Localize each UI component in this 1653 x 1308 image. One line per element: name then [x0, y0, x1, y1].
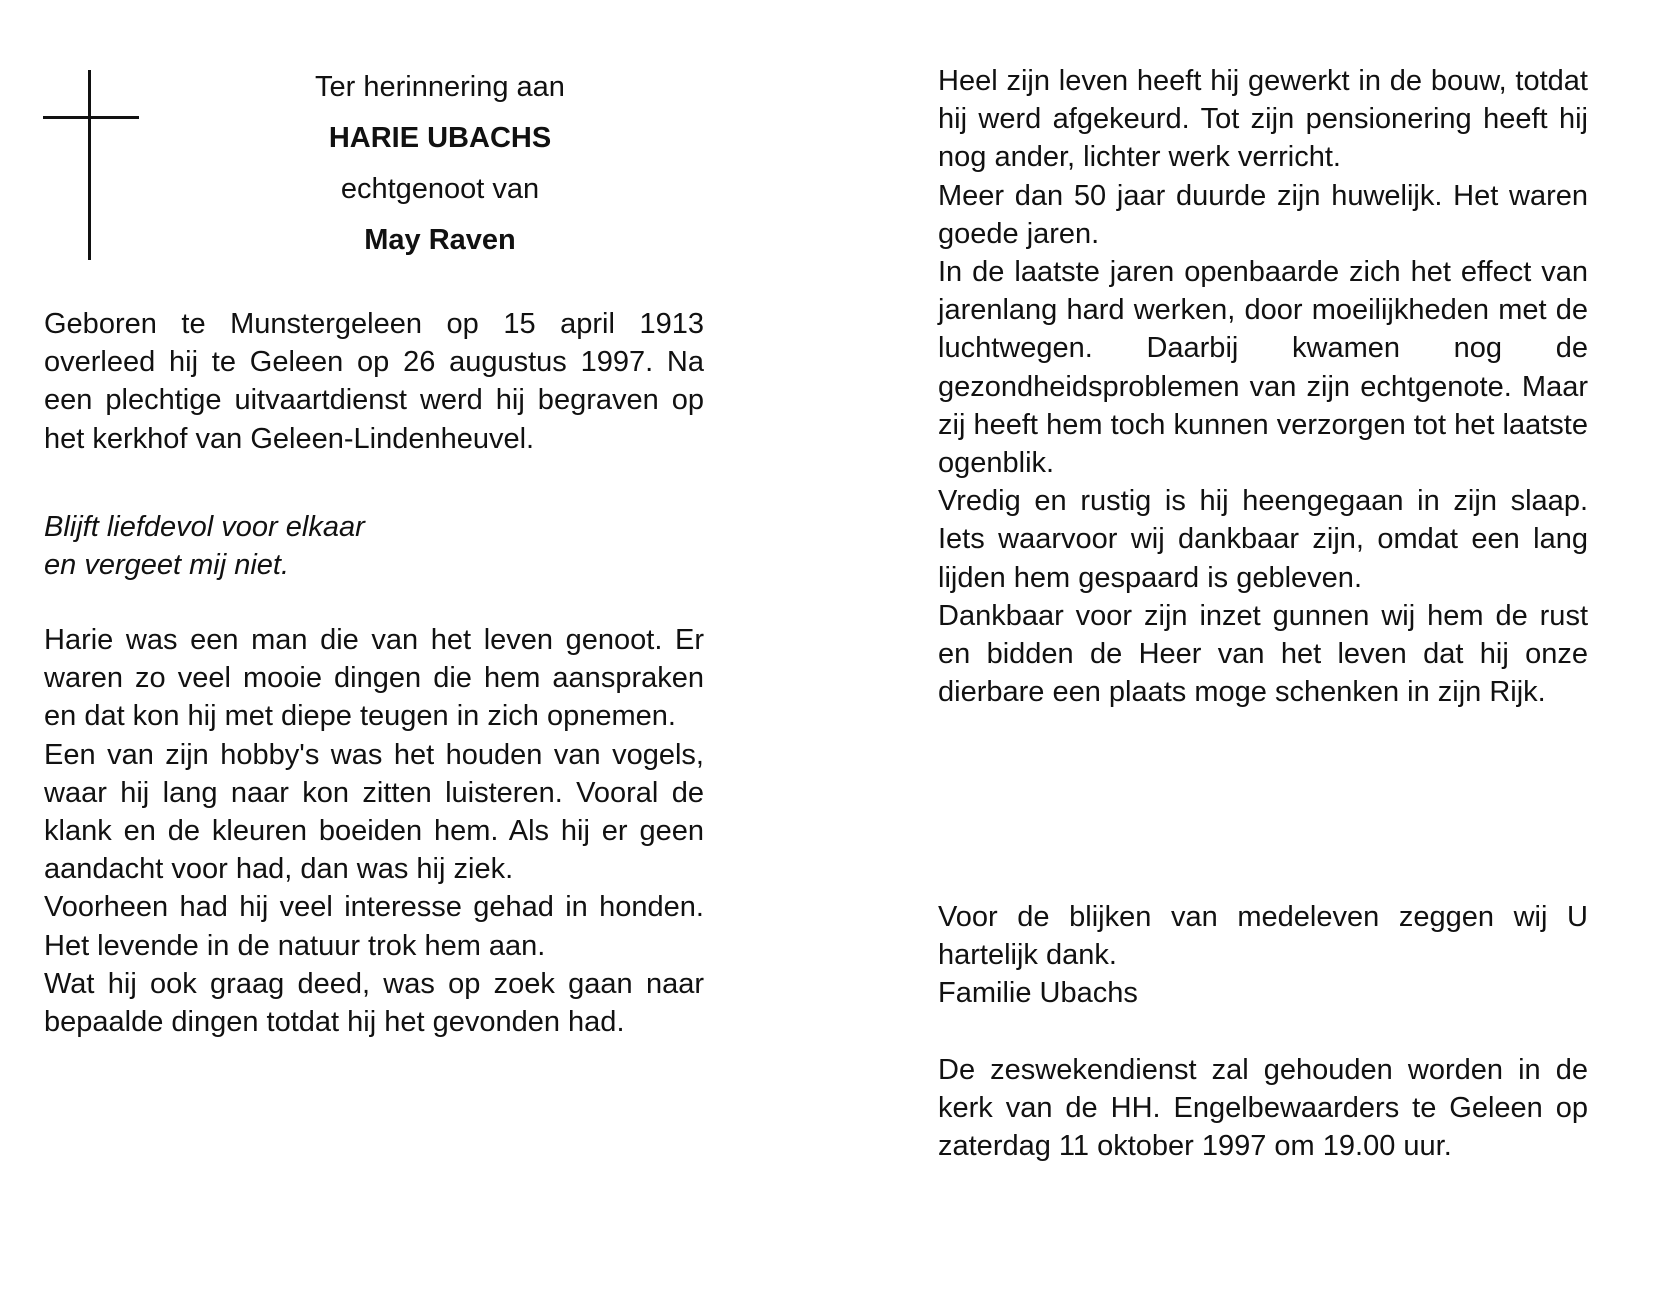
- mass-text: De zeswekendienst zal gehouden worden in de kerk van de HH. Engelbewaarders te Geleen op zaterdag 11 oktober 1997 om 19.00 uur.: [938, 1054, 1588, 1163]
- paragraph: Meer dan 50 jaar duurde zijn huwelijk. Het waren goede jaren.: [938, 179, 1588, 250]
- mass-announcement: [938, 1051, 1588, 1166]
- relation-text: echtgenoot van: [340, 173, 540, 205]
- cross-icon-bar: [43, 116, 139, 119]
- paragraph: Heel zijn leven heeft hij gewerkt in de bouw, totdat hij werd afgekeurd. Tot zijn pensionering heeft hij nog ander, lichter werk verricht.: [938, 65, 1588, 174]
- memorial-header: [250, 62, 630, 266]
- deceased-name: HARIE UBACHS: [328, 122, 552, 154]
- paragraph: Vredig en rustig is hij heengegaan in zijn slaap. Iets waarvoor wij dankbaar zijn, omdat een lang lijden hem gespaard is gebleven.: [938, 485, 1588, 594]
- paragraph: Dankbaar voor zijn inzet gunnen wij hem de rust en bidden de Heer van het leven dat hij onze dierbare een plaats moge schenken in zijn Rijk.: [938, 599, 1588, 709]
- paragraph: Wat hij ook graag deed, was op zoek gaan naar bepaalde dingen totdat hij het gevonden had.: [44, 967, 704, 1039]
- life-story-left: [44, 621, 704, 1041]
- left-column: [44, 305, 704, 458]
- birth-death-paragraph: Geboren te Munstergeleen op 15 april 1913 overleed hij te Geleen op 26 augustus 1997. Na een plechtige uitvaartdienst werd hij begraven op het kerkhof van Geleen-Lindenheuvel.: [44, 308, 704, 455]
- quote-line-1: Blijft liefdevol voor elkaar: [44, 511, 365, 543]
- paragraph: Voorheen had hij veel interesse gehad in honden. Het levende in de natuur trok hem aan.: [44, 891, 704, 962]
- paragraph: Een van zijn hobby's was het houden van vogels, waar hij lang naar kon zitten luisteren. Vooral de klank en de kleuren boeiden hem. Als hij er geen aandacht voor had, dan was hij ziek.: [44, 738, 704, 886]
- paragraph: Harie was een man die van het leven genoot. Er waren zo veel mooie dingen die hem aanspraken en dat kon hij met diepe teugen in zich opnemen.: [44, 624, 704, 733]
- spouse-name: May Raven: [364, 224, 516, 256]
- thanks-block: [938, 898, 1588, 1013]
- thanks-text: Voor de blijken van medeleven zeggen wij U hartelijk dank.: [938, 901, 1588, 972]
- paragraph: In de laatste jaren openbaarde zich het effect van jarenlang hard werken, door moeilijkheden met de luchtwegen. Daarbij kwamen nog de gezondheidsproblemen van zijn echtgenote. Maar zij heeft hem toch kunnen verzorgen tot het laatste ogenblik.: [938, 256, 1588, 480]
- quote-block: [44, 508, 704, 584]
- family-signature: Familie Ubachs: [938, 977, 1138, 1010]
- life-story-right: [938, 62, 1588, 711]
- intro-text: Ter herinnering aan: [315, 71, 565, 103]
- quote-line-2: en vergeet mij niet.: [44, 549, 290, 582]
- cross-icon: [88, 70, 91, 260]
